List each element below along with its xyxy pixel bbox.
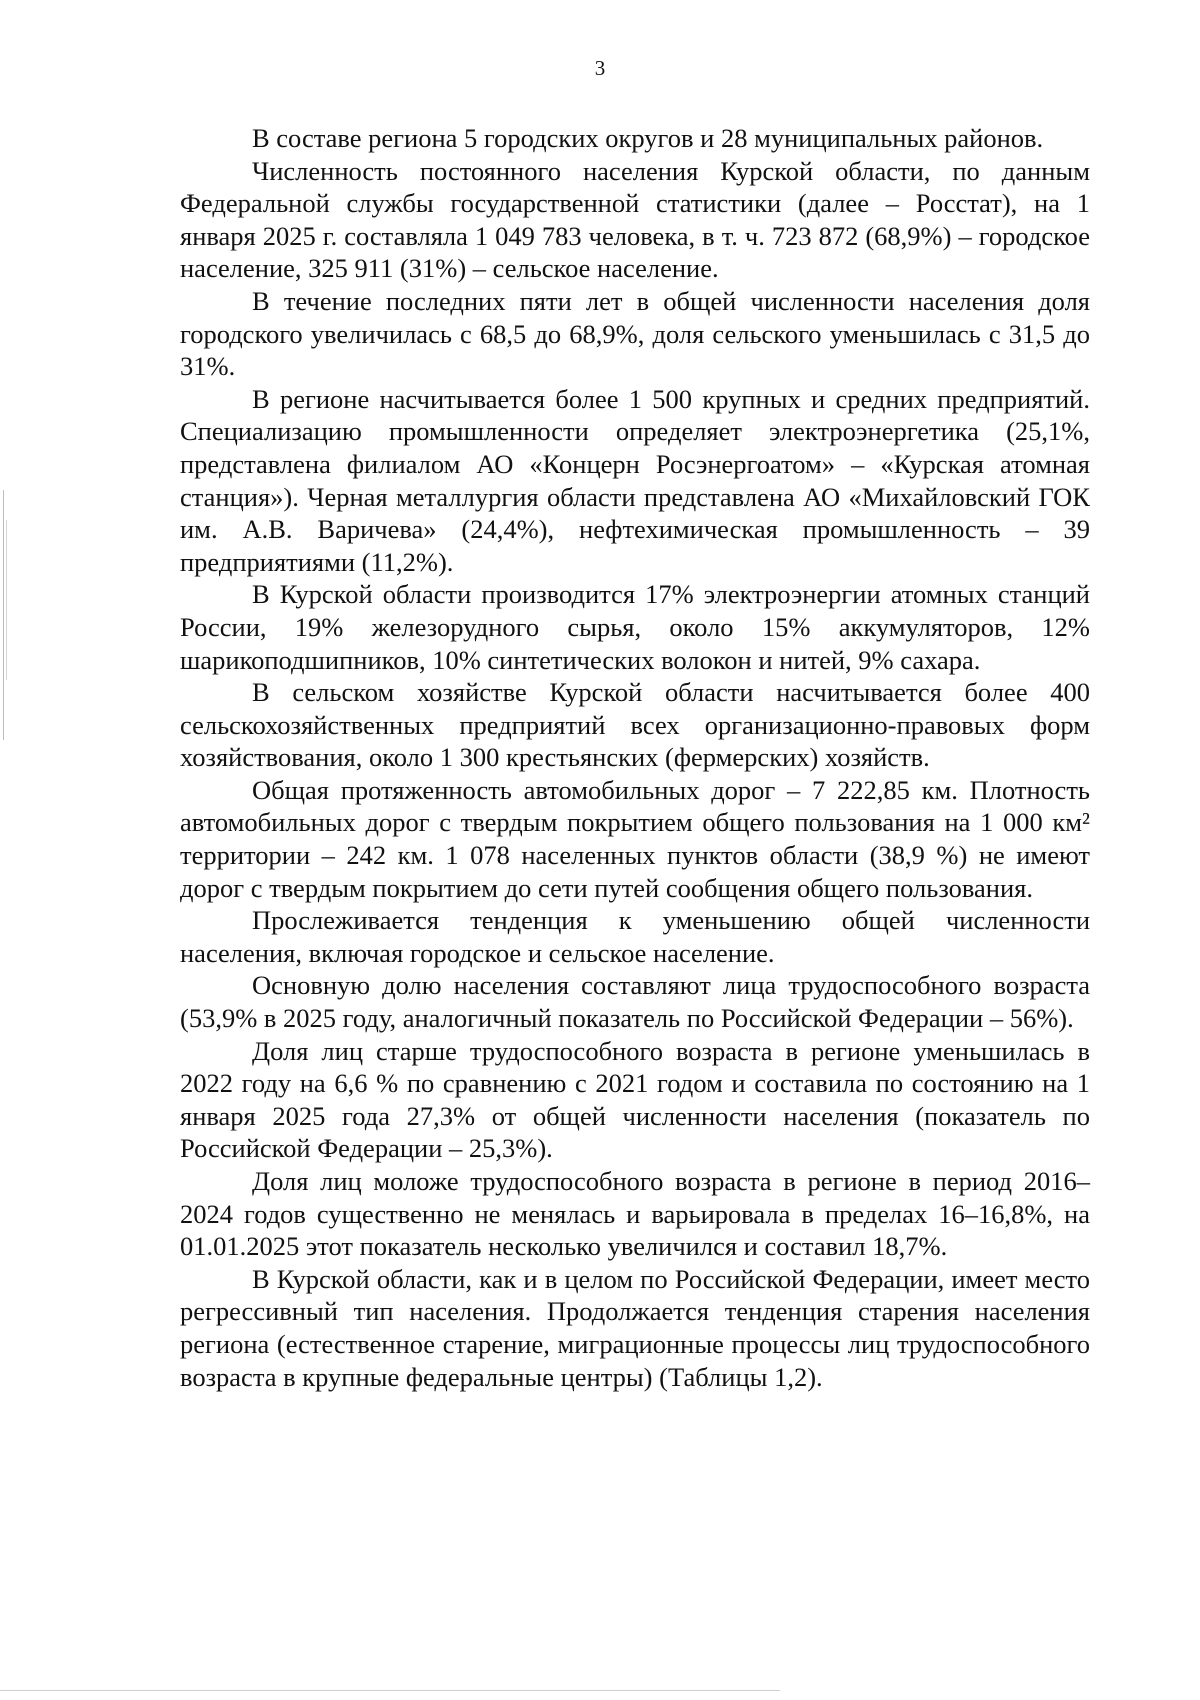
- paragraph-roads: Общая протяженность автомобильных дорог – 7 222,85 км. Плотность автомобильных дорог с твердым покрытием общего пользования на 1 000 км² территории – 242 км. 1 078 населенных пунктов области (38,9 %) не имеют дорог с твердым покрытием до сети путей сообщения общего пользования.: [180, 774, 1090, 903]
- paragraph-urban-rural-share: В течение последних пяти лет в общей численности населения доля городского увеличилась с 68,5 до 68,9%, доля сельского уменьшилась с 31,5 до 31%.: [180, 285, 1090, 382]
- scan-edge-mark: [3, 490, 4, 740]
- paragraph-industry: В регионе насчитывается более 1 500 крупных и средних предприятий. Специализацию промышленности определяет электроэнергетика (25,1%, представлена филиалом АО «Концерн Росэнергоатом» – «Курская атомная станция»). Черная металлургия области представлена АО «Михайловский ГОК им. А.В. Варичева» (24,4%), нефтехимическая промышленность – 39 предприятиями (11,2%).: [180, 383, 1090, 577]
- scan-edge-mark: [6, 520, 7, 680]
- paragraph-population-trend: Прослеживается тенденция к уменьшению общей численности населения, включая городское и сельское население.: [180, 905, 1090, 968]
- paragraph-region-composition: В составе региона 5 городских округов и 28 муниципальных районов.: [252, 123, 1044, 153]
- paragraph-younger-than-working-age: Доля лиц моложе трудоспособного возраста в регионе в период 2016–2024 годов существенно не менялась и варьировала в пределах 16–16,8%, на 01.01.2025 этот показатель несколько увеличился и составил 18,7%.: [180, 1166, 1090, 1262]
- scan-edge-mark: [0, 1690, 780, 1691]
- paragraph-regressive-population: В Курской области, как и в целом по Российской Федерации, имеет место регрессивный тип населения. Продолжается тенденция старения населения региона (естественное старение, миграционные процессы лиц трудоспособного возраста в крупные федеральные центры) (Таблицы 1,2).: [180, 1263, 1090, 1392]
- paragraph-population-total: Численность постоянного населения Курской области, по данным Федеральной службы государственной статистики (далее – Росстат), на 1 января 2025 г. составляла 1 049 783 человека, в т. ч. 723 872 (68,9%) – городское население, 325 911 (31%) – сельское население.: [180, 155, 1090, 284]
- paragraph-production-share: В Курской области производится 17% электроэнергии атомных станций России, 19% железорудного сырья, около 15% аккумуляторов, 12% шарикоподшипников, 10% синтетических волокон и нитей, 9% сахара.: [180, 579, 1090, 675]
- page-number: 3: [594, 56, 606, 80]
- paragraph-agriculture: В сельском хозяйстве Курской области насчитывается более 400 сельскохозяйственных предприятий всех организационно-правовых форм хозяйствования, около 1 300 крестьянских (фермерских) хозяйств.: [180, 677, 1090, 773]
- paragraph-working-age: Основную долю населения составляют лица трудоспособного возраста (53,9% в 2025 году, аналогичный показатель по Российской Федерации – 56%).: [180, 970, 1090, 1034]
- document-body: [180, 122, 1090, 1393]
- paragraph-older-than-working-age: Доля лиц старше трудоспособного возраста в регионе уменьшилась в 2022 году на 6,6 % по сравнению с 2021 годом и составила по состоянию на 1 января 2025 года 27,3% от общей численности населения (показатель по Российской Федерации – 25,3%).: [180, 1035, 1090, 1164]
